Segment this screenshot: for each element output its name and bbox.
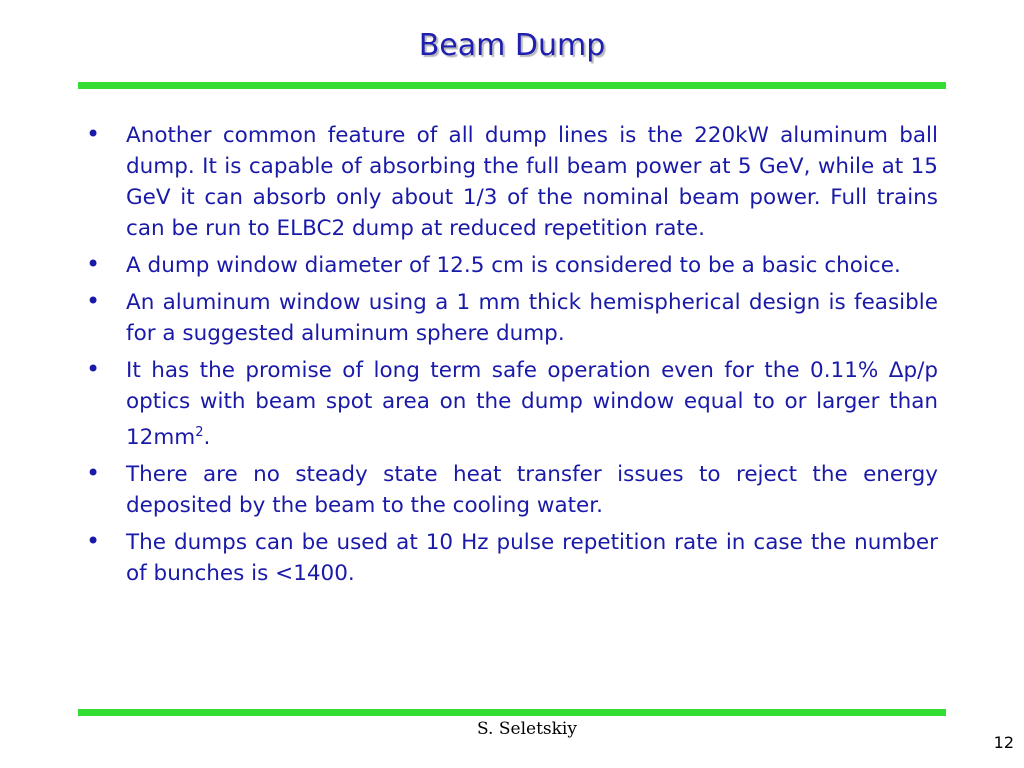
bullet-item-3: [86, 287, 938, 349]
bullet-text-1: Another common feature of all dump lines is the 220kW aluminum ball dump. It is capable of absorbing the full beam power at 5 GeV, while at 15 GeV it can absorb only about 1/3 of the nominal beam power. Full trains can be run to ELBC2 dump at reduced repetition rate.: [126, 123, 938, 241]
bullet-dot-icon: •: [86, 250, 101, 278]
bullet-item-4: [86, 355, 938, 453]
footer-author: S. Seletskiy: [477, 719, 577, 739]
bullet-text-4: It has the promise of long term safe operation even for the 0.11% Δp/p optics with beam spot area on the dump window equal to or larger than 12mm: [126, 358, 938, 451]
bullet-item-1: [86, 120, 938, 244]
bullet-item-5: [86, 459, 938, 521]
bullet-dot-icon: •: [86, 355, 101, 383]
bullet-text-6: The dumps can be used at 10 Hz pulse repetition rate in case the number of bunches is <1400.: [126, 530, 938, 587]
bullet-dot-icon: •: [86, 120, 101, 148]
bullet-text-5: There are no steady state heat transfer issues to reject the energy deposited by the beam to the cooling water.: [126, 462, 938, 519]
bullet-text-3: An aluminum window using a 1 mm thick hemispherical design is feasible for a suggested aluminum sphere dump.: [126, 290, 938, 346]
top-divider: [78, 82, 946, 89]
bottom-divider: [78, 709, 946, 716]
bullet-text-2: A dump window diameter of 12.5 cm is considered to be a basic choice.: [126, 253, 901, 278]
page-number: 12: [993, 733, 1014, 752]
bullet-dot-icon: •: [86, 527, 101, 556]
bullet-dot-icon: •: [86, 459, 101, 488]
bullet-item-6: [86, 527, 938, 589]
slide-title: Beam Dump: [418, 28, 606, 63]
bullet-dot-icon: •: [86, 287, 101, 315]
bullet-list: [86, 120, 938, 595]
bullet-4-superscript: 2: [195, 425, 204, 440]
bullet-item-2: [86, 250, 938, 281]
bullet-4-end: .: [203, 425, 211, 451]
